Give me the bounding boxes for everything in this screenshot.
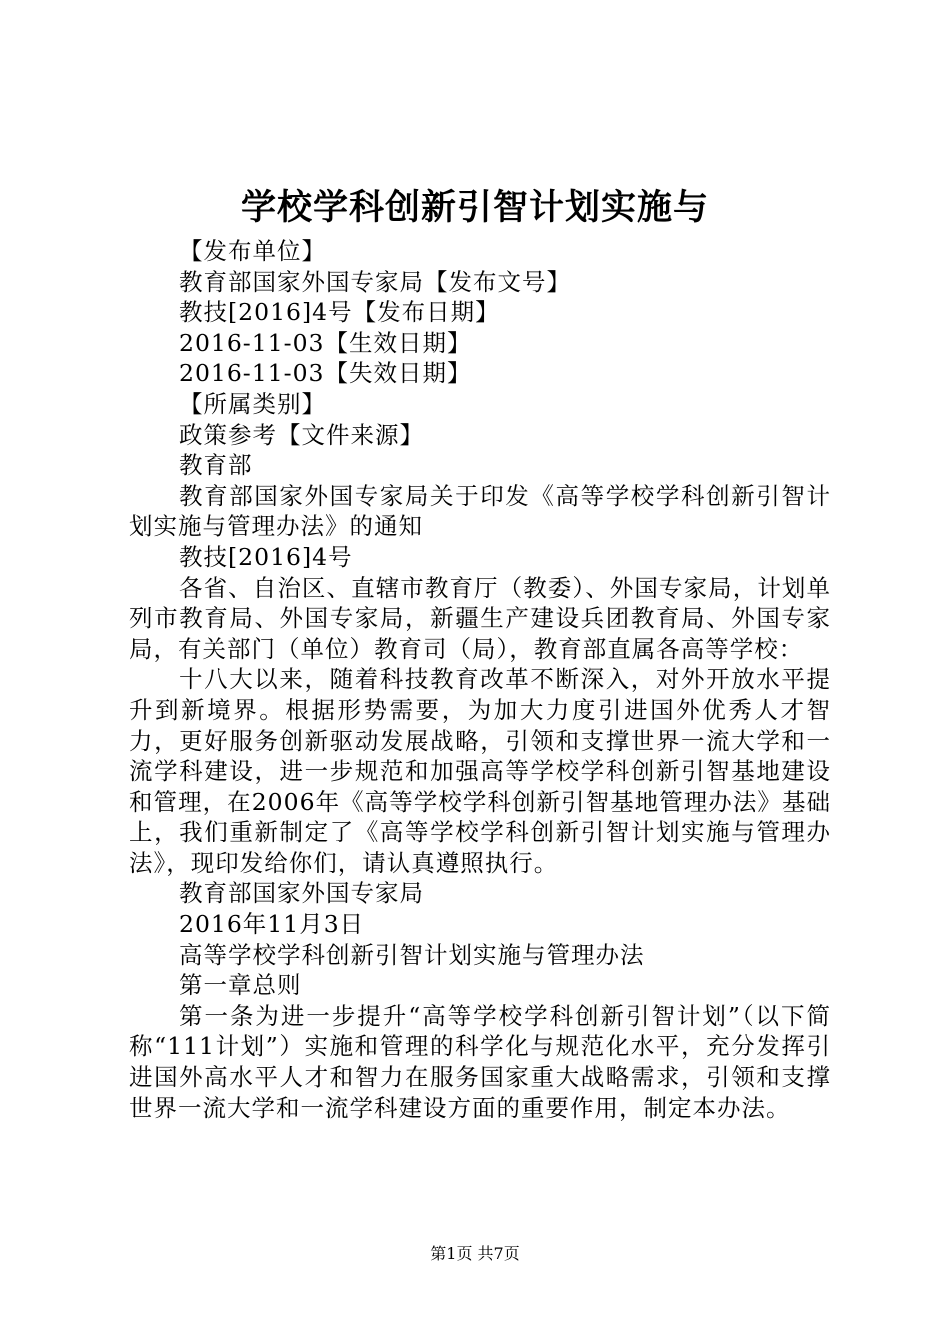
paragraph-chapter-one: 第一章总则 xyxy=(179,971,302,1000)
paragraph-measures-title: 高等学校学科创新引智计划实施与管理办法 xyxy=(179,940,645,969)
paragraph-signature-date: 2016年11月3日 xyxy=(179,910,365,939)
paragraph-publisher-label: 【发布单位】 xyxy=(179,237,326,265)
paragraph-article-one: 第一条为进一步提升“高等学校学科创新引智计划”（以下简称“111计划”）实施和管理的科学化与规范化水平，充分发挥引进国外高水平人才和智力在服务国家重大战略需求，引领和支撑世界一流大学和一流学科建设方面的重要作用，制定本办法。 xyxy=(129,1001,831,1122)
paragraph-effective-date: 2016-11-03【失效日期】 xyxy=(179,359,472,388)
page-footer: 第1页 共7页 xyxy=(430,1244,520,1263)
document-title: 学校学科创新引智计划实施与 xyxy=(240,188,709,228)
paragraph-publish-date: 2016-11-03【生效日期】 xyxy=(179,328,472,357)
paragraph-category-label: 【所属类别】 xyxy=(179,389,326,418)
paragraph-recipients: 各省、自治区、直辖市教育厅（教委）、外国专家局，计划单列市教育局、外国专家局，新疆生产建设兵团教育局、外国专家局，有关部门（单位）教育司（局），教育部直属各高等学校： xyxy=(129,573,831,663)
paragraph-notice-body: 十八大以来，随着科技教育改革不断深入，对外开放水平提升到新境界。根据形势需要，为加大力度引进国外优秀人才智力，更好服务创新驱动发展战略，引领和支撑世界一流大学和一流学科建设，进一步规范和加强高等学校学科创新引智基地建设和管理，在2006年《高等学校学科创新引智基地管理办法》基础上，我们重新制定了《高等学校学科创新引智计划实施与管理办法》，现印发给你们，请认真遵照执行。 xyxy=(129,665,831,877)
paragraph-document-number: 教技[2016]4号【发布日期】 xyxy=(179,298,500,327)
document-body xyxy=(129,236,831,1123)
paragraph-category: 政策参考【文件来源】 xyxy=(179,420,424,449)
paragraph-notice-title: 教育部国家外国专家局关于印发《高等学校学科创新引智计划实施与管理办法》的通知 xyxy=(129,481,831,541)
paragraph-notice-number: 教技[2016]4号 xyxy=(179,542,353,571)
paragraph-source: 教育部 xyxy=(179,451,253,480)
paragraph-signature: 教育部国家外国专家局 xyxy=(179,879,424,908)
paragraph-publisher: 教育部国家外国专家局【发布文号】 xyxy=(179,267,571,296)
